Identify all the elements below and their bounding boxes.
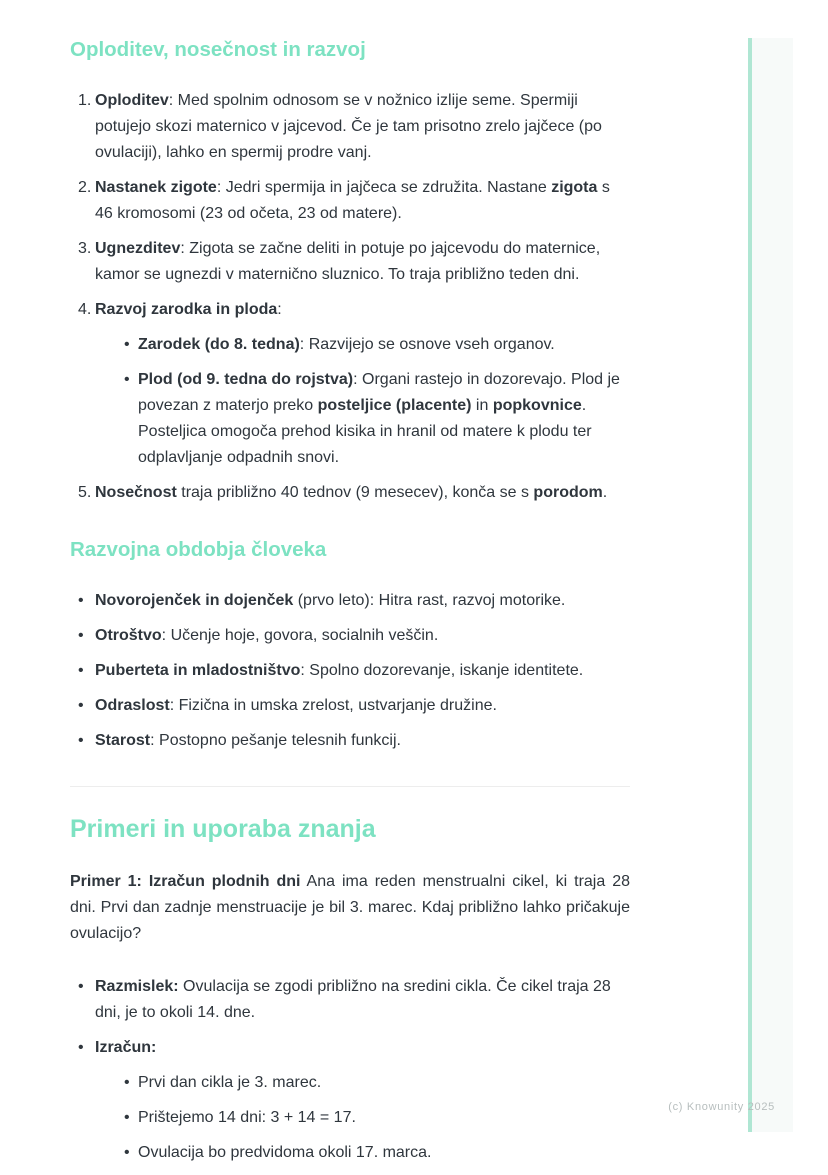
list-item bbox=[70, 728, 630, 754]
list-item-text: Oploditev: Med spolnim odnosom se v nožnico izlije seme. Spermiji potujejo skozi maternico v jajcevod. Če je tam prisotno zrelo jajčece (po ovulaciji), lahko en spermij prodre vanj. bbox=[95, 92, 602, 161]
list-item-text: Odraslost: Fizična in umska zrelost, ustvarjanje družine. bbox=[95, 697, 497, 714]
development-stages-list bbox=[70, 588, 630, 754]
section-title-oploditev: Oploditev, nosečnost in razvoj bbox=[70, 38, 366, 61]
list-item bbox=[70, 693, 630, 719]
list-item-text: Puberteta in mladostništvo: Spolno dozorevanje, iskanje identitete. bbox=[95, 662, 584, 679]
embryo-sub-list bbox=[116, 332, 630, 471]
bullet-icon: • bbox=[124, 1109, 130, 1126]
list-item bbox=[70, 1035, 630, 1166]
bullet-icon: • bbox=[78, 732, 84, 749]
sub-list-item-text: Zarodek (do 8. tedna): Razvijejo se osnove vseh organov. bbox=[138, 336, 555, 353]
bullet-icon: • bbox=[78, 592, 84, 609]
list-item-text: Novorojenček in dojenček (prvo leto): Hitra rast, razvoj motorike. bbox=[95, 592, 566, 609]
sub-list-item bbox=[116, 1140, 630, 1166]
footer-copyright: (c) Knowunity 2025 bbox=[668, 1101, 775, 1113]
list-item-text: Razmislek: Ovulacija se zgodi približno na sredini cikla. Če cikel traja 28 dni, je to okoli 14. dne. bbox=[95, 978, 611, 1021]
list-item bbox=[70, 480, 630, 506]
list-item bbox=[70, 175, 630, 227]
page-edge-accent-line bbox=[748, 38, 752, 1132]
list-number: 2. bbox=[78, 179, 92, 196]
list-item bbox=[70, 658, 630, 684]
section-title-razvojna-obdobja: Razvojna obdobja človeka bbox=[70, 538, 327, 561]
list-item bbox=[70, 623, 630, 649]
sub-list-item bbox=[116, 1105, 630, 1131]
bullet-icon: • bbox=[124, 1144, 130, 1161]
bullet-icon: • bbox=[124, 1074, 130, 1091]
bullet-icon: • bbox=[124, 336, 130, 353]
bullet-icon: • bbox=[78, 978, 84, 995]
bullet-icon: • bbox=[78, 1039, 84, 1056]
sub-list-item-text: Plod (od 9. tedna do rojstva): Organi rastejo in dozorevajo. Plod je povezan z materjo preko posteljice (placente) in popkovnice. Posteljica omogoča prehod kisika in hranil od matere k plodu ter odplavljanje odpadnih snovi. bbox=[138, 371, 620, 466]
list-item-text bbox=[95, 1035, 630, 1166]
document-body bbox=[70, 36, 630, 1175]
list-item bbox=[70, 588, 630, 614]
bullet-icon: • bbox=[78, 697, 84, 714]
list-item-text: Ugnezditev: Zigota se začne deliti in potuje po jajcevodu do maternice, kamor se ugnezdi v maternično sluznico. To traja približno teden dni. bbox=[95, 240, 601, 283]
sub-list-item bbox=[116, 1070, 630, 1096]
list-item-lead: Izračun: bbox=[95, 1039, 157, 1056]
section-title-primeri: Primeri in uporaba znanja bbox=[70, 815, 376, 843]
list-item bbox=[70, 974, 630, 1026]
list-item-lead: Razvoj zarodka in ploda: bbox=[95, 301, 282, 318]
sub-list-item bbox=[116, 332, 630, 358]
sub-list-item-text: Ovulacija bo predvidoma okoli 17. marca. bbox=[138, 1144, 432, 1161]
sub-list-item-text: Prvi dan cikla je 3. marec. bbox=[138, 1074, 322, 1091]
bullet-icon: • bbox=[124, 371, 130, 388]
list-number: 3. bbox=[78, 240, 92, 257]
section-divider bbox=[70, 786, 630, 787]
list-number: 4. bbox=[78, 301, 92, 318]
sub-list-item-text: Prištejemo 14 dni: 3 + 14 = 17. bbox=[138, 1109, 356, 1126]
list-number: 5. bbox=[78, 484, 92, 501]
bullet-icon: • bbox=[78, 627, 84, 644]
sub-list-item bbox=[116, 367, 630, 471]
list-item bbox=[70, 88, 630, 166]
bullet-icon: • bbox=[78, 662, 84, 679]
list-item-text: Nosečnost traja približno 40 tednov (9 mesecev), konča se s porodom. bbox=[95, 484, 608, 501]
page-edge-panel bbox=[752, 38, 793, 1132]
fertilization-ordered-list bbox=[70, 88, 630, 506]
list-item-text bbox=[95, 297, 630, 471]
example-paragraph: Primer 1: Izračun plodnih dni Ana ima reden menstrualni cikel, ki traja 28 dni. Prvi dan zadnje menstruacije je bil 3. marec. Kdaj približno lahko pričakuje ovulacijo? bbox=[70, 873, 630, 942]
list-number: 1. bbox=[78, 92, 92, 109]
list-item-text: Nastanek zigote: Jedri spermija in jajčeca se združita. Nastane zigota s 46 kromosomi (23 od očeta, 23 od matere). bbox=[95, 179, 610, 222]
list-item-text: Starost: Postopno pešanje telesnih funkcij. bbox=[95, 732, 401, 749]
list-item bbox=[70, 236, 630, 288]
list-item bbox=[70, 297, 630, 471]
calculation-sub-list bbox=[116, 1070, 630, 1166]
list-item-text: Otroštvo: Učenje hoje, govora, socialnih veščin. bbox=[95, 627, 439, 644]
example-steps-list bbox=[70, 974, 630, 1166]
